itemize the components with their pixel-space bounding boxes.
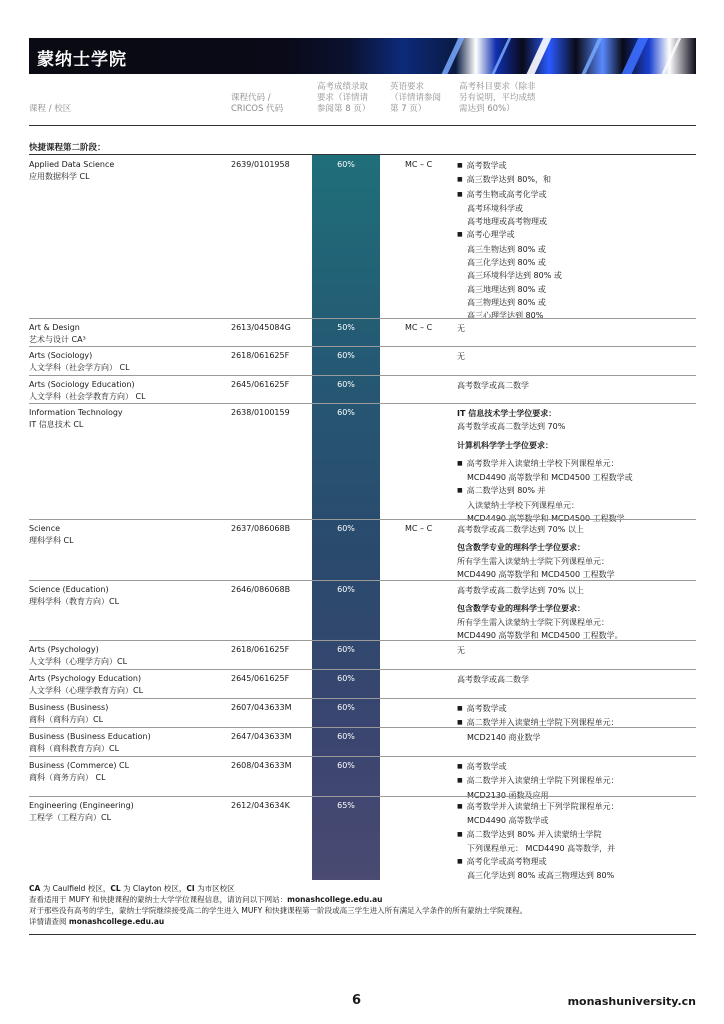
details-link[interactable]: monashcollege.edu.au xyxy=(68,917,165,926)
course-name xyxy=(29,760,229,784)
requirement-line: 所有学生需入读蒙纳士学院下列课程单元： xyxy=(457,556,609,566)
requirement-line: 计算机科学学士学位要求： xyxy=(457,440,553,450)
course-name xyxy=(29,379,229,403)
requirement-line: 高考数学或高二数学达到 70% 以上 xyxy=(457,586,584,595)
requirement-line: 高三化学达到 80% 或 xyxy=(467,258,546,268)
requirement-line: ■ 高二数学达到 80% 并入读蒙纳士学院 xyxy=(457,828,696,842)
header-code: 课程代码 / CRICOS 代码 xyxy=(231,93,284,114)
course-name-en: Art & Design xyxy=(29,323,80,332)
requirement-line: MCD4490 高等数学和 MCD4500 工程数学。 xyxy=(457,630,623,640)
course-name-zh: 人文学科（心理学方向）CL xyxy=(29,657,128,666)
row-divider xyxy=(29,375,696,376)
footnote-details: 详情请查阅 monashcollege.edu.au xyxy=(29,917,165,926)
row-divider xyxy=(29,669,696,670)
atar-requirement: 60% xyxy=(337,585,355,594)
course-name-zh: IT 信息技术 CL xyxy=(29,420,84,429)
requirement-line: 高三化学达到 80% 或高三物理达到 80% xyxy=(467,871,615,881)
requirement-line: IT 信息技术学士学位要求： xyxy=(457,409,557,418)
course-name-zh: 商科（商科方向）CL xyxy=(29,715,104,724)
requirement-line: 高考数学或高二数学 xyxy=(457,675,529,684)
course-name-en: Information Technology xyxy=(29,408,123,417)
requirement-line: 高考数学或高二数学达到 70% xyxy=(457,422,566,432)
course-name-en: Science xyxy=(29,524,61,533)
row-divider xyxy=(29,640,696,641)
course-name xyxy=(29,584,229,608)
row-divider xyxy=(29,346,696,347)
row-divider xyxy=(29,727,696,728)
requirement-line: ■ 高考数学或 xyxy=(457,159,696,173)
subject-requirements xyxy=(457,673,696,686)
requirement-line: 高三环境科学达到 80% 或 xyxy=(467,271,562,281)
course-name xyxy=(29,159,229,183)
requirement-line: ■ 高考数学并入读蒙纳士下列学院课程单元： xyxy=(457,800,696,814)
course-name-zh: 人文学科（心理学教育方向）CL xyxy=(29,686,144,695)
requirement-line: MCD2140 商业数学 xyxy=(467,732,541,742)
course-name xyxy=(29,673,229,697)
page-number: 6 xyxy=(352,993,362,1008)
requirement-line: 高考地理或高考物理或 xyxy=(467,217,547,227)
course-name xyxy=(29,322,229,346)
english-requirement: MC – C xyxy=(405,323,433,332)
atar-requirement: 60% xyxy=(337,351,355,360)
subject-requirements xyxy=(457,523,696,581)
cricos-code: 2645/061625F xyxy=(231,380,290,389)
english-requirement: MC – C xyxy=(405,160,433,169)
requirement-line: 高三生物达到 80% 或 xyxy=(467,244,546,254)
course-name xyxy=(29,800,229,824)
requirement-line: 包含数学专业的理科学士学位要求： xyxy=(457,543,585,553)
header-course: 课程 / 校区 xyxy=(29,104,72,114)
atar-requirement: 60% xyxy=(337,732,355,741)
requirement-line: MCD4490 高等数学或 xyxy=(467,816,549,826)
requirement-line: ■ 高二数学达到 80% 并 xyxy=(457,484,696,498)
row-divider xyxy=(29,796,696,797)
course-name-zh: 理科学科（教育方向）CL xyxy=(29,597,120,606)
atar-requirement: 50% xyxy=(337,323,355,332)
course-name-zh: 理科学科 CL xyxy=(29,536,74,545)
site-url[interactable]: monashuniversity.cn xyxy=(567,995,696,1008)
requirement-line: ■ 高二数学并入读蒙纳士学院下列课程单元： xyxy=(457,774,696,788)
atar-requirement: 60% xyxy=(337,645,355,654)
course-name-zh: 人文学科（社会学教育方向） CL xyxy=(29,392,146,401)
website-link[interactable]: monashcollege.edu.au xyxy=(287,895,383,904)
requirement-line: 高考数学或高二数学 xyxy=(457,381,529,390)
footnote-policy: 对于那些没有高考的学生，蒙纳士学院继续接受高二的学生进入 MUFY 和快捷课程第一阶段或高三学生进入所有满足入学条件的所有蒙纳士学院课程。 xyxy=(29,906,528,915)
course-name-en: Applied Data Science xyxy=(29,160,115,169)
atar-requirement: 60% xyxy=(337,380,355,389)
requirement-line: 高三心理学达到 80% xyxy=(467,311,544,321)
footnote-campus: CA 为 Caulfield 校区，CL 为 Clayton 校区，CI 为市区校区 xyxy=(29,884,235,893)
requirement-line: ■ 高考数学或 xyxy=(457,702,696,716)
requirement-line: MCD4490 高等数学和 MCD4500 工程数学 xyxy=(457,569,615,579)
course-name xyxy=(29,350,229,374)
requirement-line: 下列课程单元： MCD4490 高等数学，并 xyxy=(467,843,616,853)
header-atar: 高考成绩录取 要求（详情请 参阅第 8 页） xyxy=(317,82,371,114)
course-name-en: Arts (Psychology Education) xyxy=(29,674,142,683)
title-banner xyxy=(29,38,696,74)
atar-requirement: 60% xyxy=(337,674,355,683)
row-divider xyxy=(29,580,696,581)
subject-requirements xyxy=(457,379,696,392)
requirement-line: ■ 高考化学或高考物理或 xyxy=(457,855,696,869)
atar-requirement: 60% xyxy=(337,761,355,770)
atar-requirement: 60% xyxy=(337,703,355,712)
course-name-en: Science (Education) xyxy=(29,585,109,594)
course-name-en: Business (Commerce) CL xyxy=(29,761,130,770)
subject-requirements xyxy=(457,702,696,744)
course-name xyxy=(29,702,229,726)
footnote-website: 查看适用于 MUFY 和快捷课程的蒙纳士大学学位课程信息，请访问以下网站：monashcollege.edu.au xyxy=(29,895,383,904)
requirement-line: 无 xyxy=(457,352,465,361)
course-name-zh: 商科（商科教育方向）CL xyxy=(29,744,120,753)
cricos-code: 2612/043634K xyxy=(231,801,290,810)
course-name-en: Engineering (Engineering) xyxy=(29,801,134,810)
subject-requirements xyxy=(457,584,696,642)
requirement-line: 高考数学或高二数学达到 70% 以上 xyxy=(457,525,584,534)
requirement-line: MCD2130 函数及应用 xyxy=(467,790,549,800)
atar-requirement: 60% xyxy=(337,524,355,533)
cricos-code: 2637/086068B xyxy=(231,524,291,533)
course-name-en: Business (Business) xyxy=(29,703,109,712)
cricos-code: 2608/043633M xyxy=(231,761,292,770)
course-name-en: Business (Business Education) xyxy=(29,732,151,741)
requirement-line: 入读蒙纳士学校下列课程单元： xyxy=(467,500,579,510)
atar-requirement: 60% xyxy=(337,408,355,417)
course-name-zh: 人文学科（社会学方向） CL xyxy=(29,363,130,372)
cricos-code: 2646/086068B xyxy=(231,585,291,594)
course-name xyxy=(29,731,229,755)
requirement-line: 高三物理达到 80% 或 xyxy=(467,297,546,307)
header-english: 英语要求 （详情请参阅 第 7 页） xyxy=(390,82,442,114)
course-name-zh: 商科（商务方向） CL xyxy=(29,773,106,782)
atar-requirement: 65% xyxy=(337,801,355,810)
requirement-line: ■ 高考数学或 xyxy=(457,760,696,774)
course-name-en: Arts (Sociology Education) xyxy=(29,380,135,389)
course-name xyxy=(29,523,229,547)
requirement-line: ■ 高二数学并入读蒙纳士学院下列课程单元： xyxy=(457,716,696,730)
english-requirement: MC – C xyxy=(405,524,433,533)
requirement-line: 高三地理达到 80% 或 xyxy=(467,284,546,294)
course-name-zh: 应用数据科学 CL xyxy=(29,172,90,181)
cricos-code: 2618/061625F xyxy=(231,351,290,360)
subject-requirements xyxy=(457,350,696,363)
course-name xyxy=(29,407,229,431)
requirement-line: ■ 高考生物或高考化学或 xyxy=(457,188,696,202)
subject-requirements xyxy=(457,800,696,883)
course-name xyxy=(29,644,229,668)
requirement-line: 包含数学专业的理科学士学位要求： xyxy=(457,604,585,614)
cricos-code: 2618/061625F xyxy=(231,645,290,654)
footnotes xyxy=(29,883,696,927)
subject-requirements xyxy=(457,159,696,323)
cricos-code: 2639/0101958 xyxy=(231,160,290,169)
requirement-line: ■ 高三数学达到 80%，和 xyxy=(457,173,696,187)
subject-requirements xyxy=(457,322,696,335)
requirement-line: ■ 高考数学并入读蒙纳士学校下列课程单元： xyxy=(457,457,696,471)
row-divider xyxy=(29,756,696,757)
cricos-code: 2607/043633M xyxy=(231,703,292,712)
header-subject: 高考科目要求（除非 另有说明，平均成绩 需达到 60%） xyxy=(459,82,536,114)
course-name-en: Arts (Psychology) xyxy=(29,645,99,654)
requirement-line: 所有学生需入读蒙纳士学院下列课程单元： xyxy=(457,617,609,627)
course-name-en: Arts (Sociology) xyxy=(29,351,93,360)
course-name-zh: 工程学（工程方向）CL xyxy=(29,813,112,822)
requirement-line: ■ 高考心理学或 xyxy=(457,228,696,242)
course-name-zh: 艺术与设计 CA³ xyxy=(29,335,86,344)
cricos-code: 2613/045084G xyxy=(231,323,291,332)
requirement-line: 高考环境科学或 xyxy=(467,203,523,213)
row-divider xyxy=(29,698,696,699)
row-divider xyxy=(29,318,696,319)
requirement-line: MCD4490 高等数学和 MCD4500 工程数学 xyxy=(467,514,625,524)
section-title: 快捷课程第二阶段： xyxy=(29,143,106,153)
subject-requirements xyxy=(457,644,696,657)
cricos-code: 2645/061625F xyxy=(231,674,290,683)
subject-requirements xyxy=(457,407,696,525)
cricos-code: 2647/043633M xyxy=(231,732,292,741)
row-divider xyxy=(29,403,696,404)
atar-requirement: 60% xyxy=(337,160,355,169)
footer-divider xyxy=(29,934,696,935)
requirement-line: 无 xyxy=(457,324,465,333)
requirement-line: MCD4490 高等数学和 MCD4500 工程数学或 xyxy=(467,473,633,483)
requirement-line: 无 xyxy=(457,646,465,655)
table-header xyxy=(29,76,696,126)
banner-title: 蒙纳士学院 xyxy=(37,50,127,70)
cricos-code: 2638/0100159 xyxy=(231,408,290,417)
row-divider xyxy=(29,519,696,520)
